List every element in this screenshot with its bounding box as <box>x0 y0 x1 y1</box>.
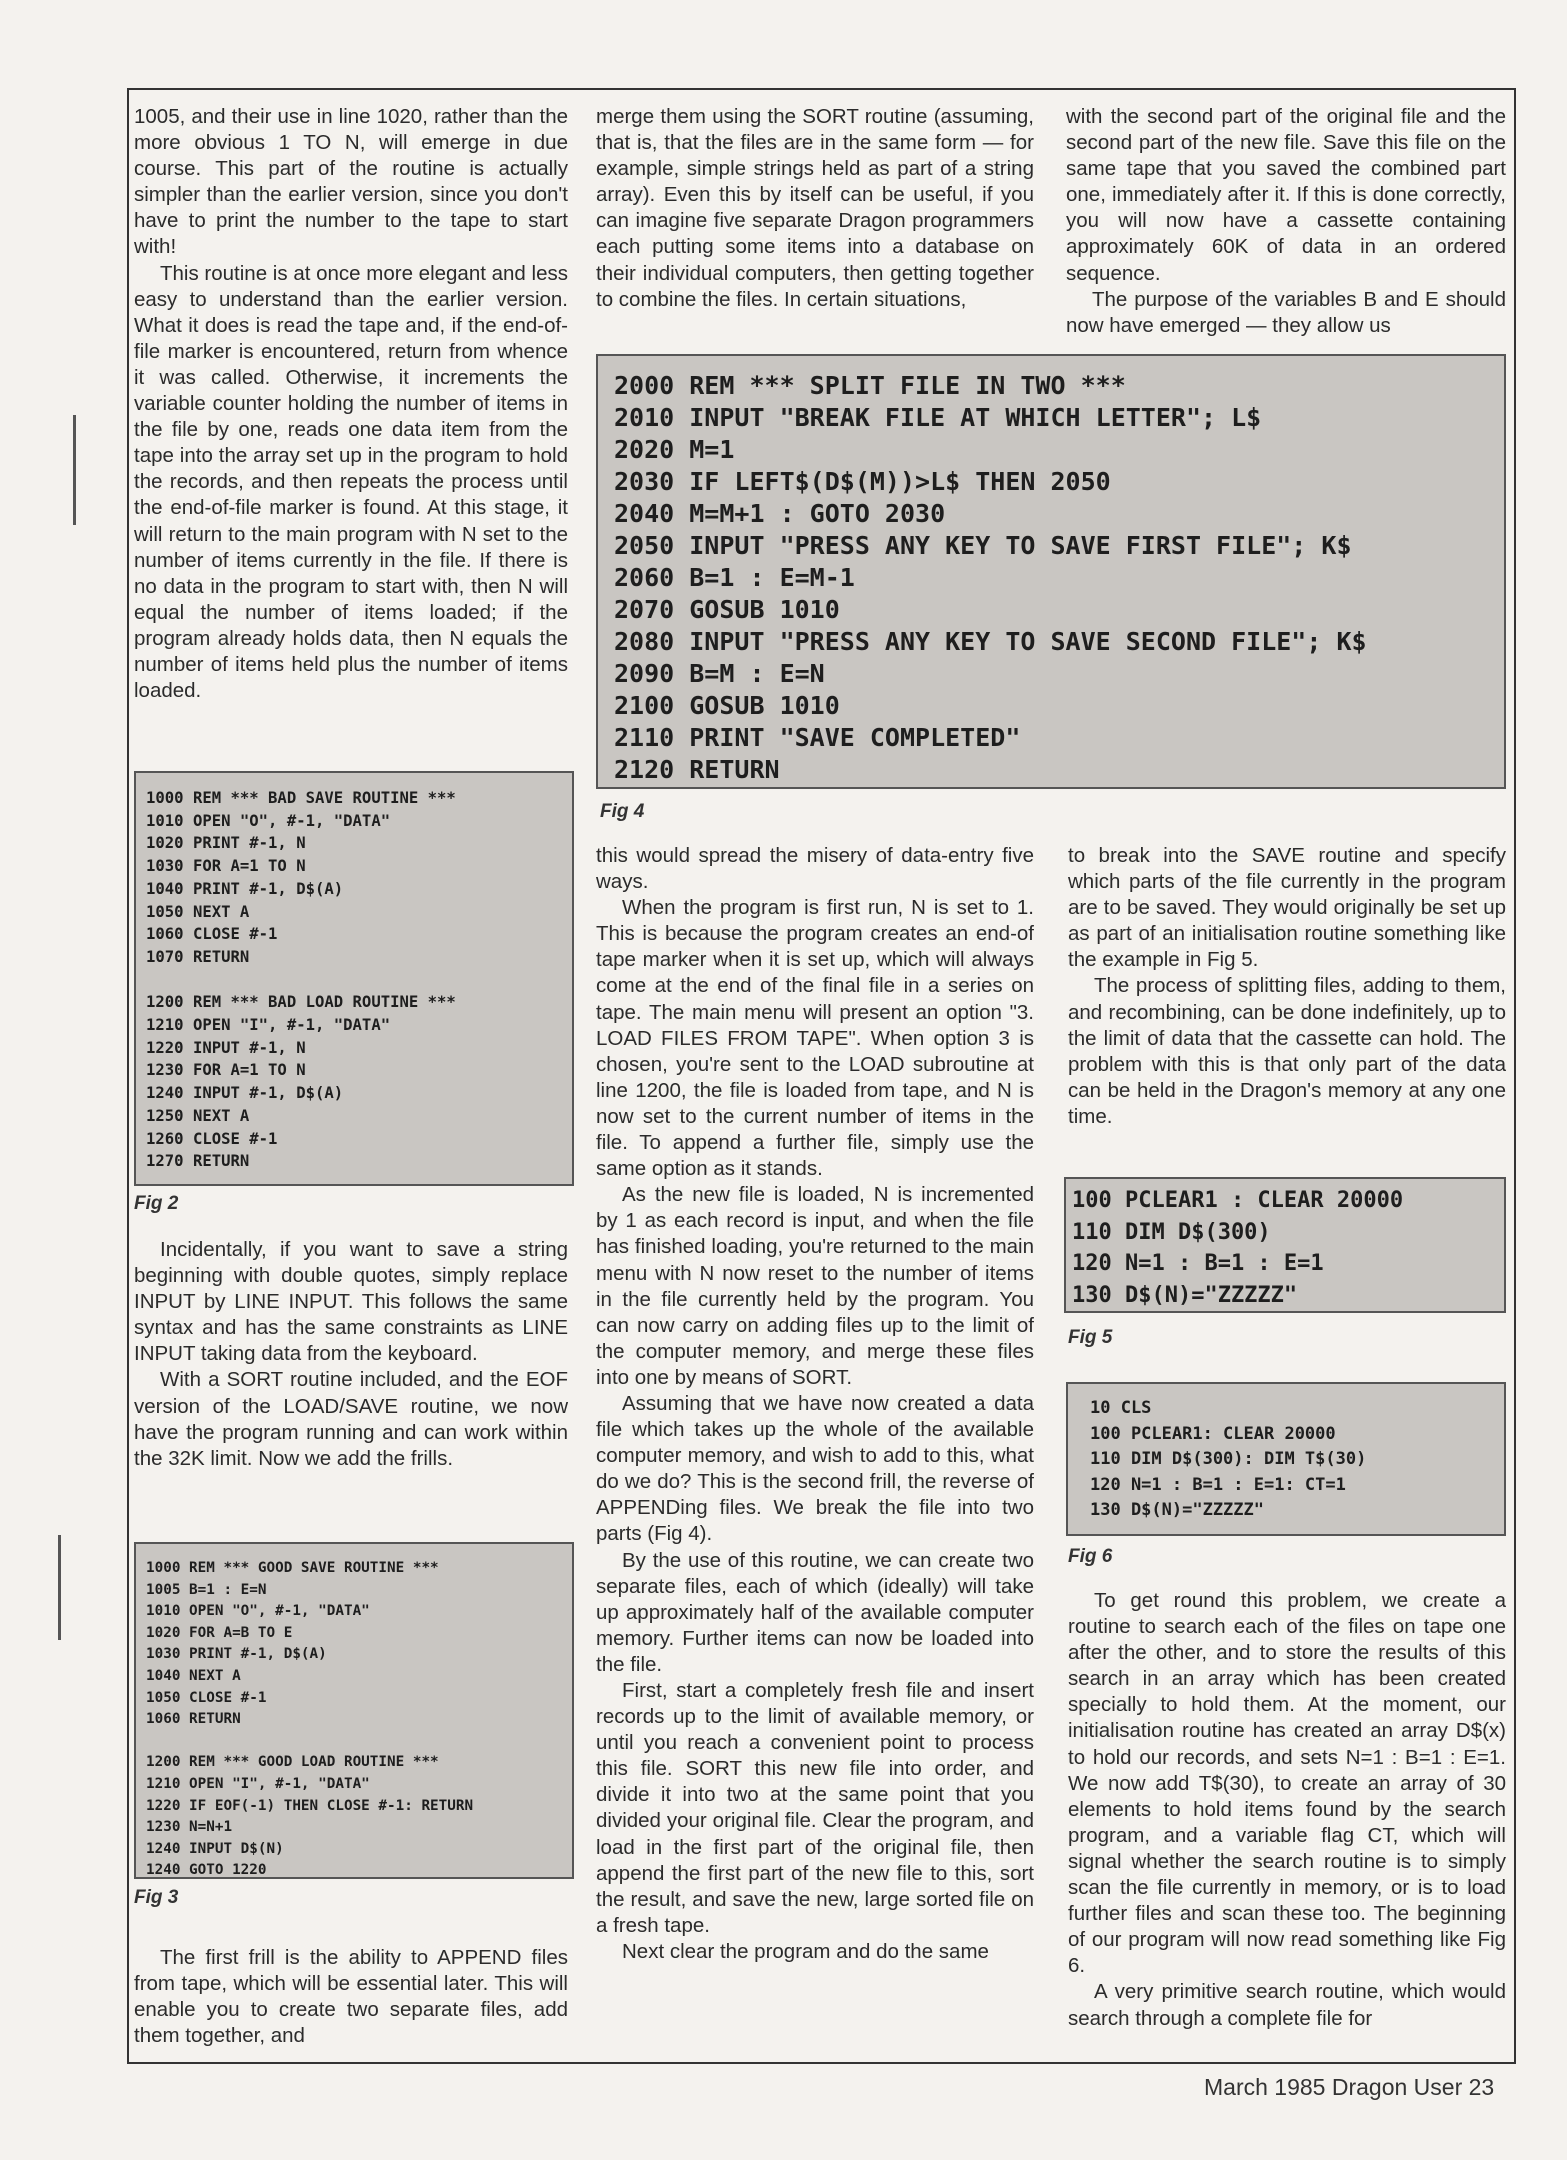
code-line: 1250 NEXT A <box>146 1106 250 1125</box>
code-line: 1010 OPEN "O", #-1, "DATA" <box>146 1603 370 1620</box>
code-line: 130 D$(N)="ZZZZZ" <box>1090 1500 1264 1520</box>
column-3-text <box>1066 104 1506 339</box>
code-line: 1060 RETURN <box>146 1711 241 1728</box>
code-line <box>146 1731 572 1753</box>
code-line: 100 PCLEAR1 : CLEAR 20000 <box>1072 1188 1404 1213</box>
code-line: 110 DIM D$(300): DIM T$(30) <box>1090 1449 1367 1469</box>
code-line: 2060 B=1 : E=M-1 <box>614 563 855 592</box>
fig3-caption: Fig 3 <box>134 1887 179 1908</box>
fig2-caption: Fig 2 <box>134 1193 179 1214</box>
code-line: 1005 B=1 : E=N <box>146 1581 267 1598</box>
fig4-code <box>596 354 1506 789</box>
paragraph: When the program is first run, N is set to 1. This is because the program creates an end-of tape marker when it is set up, which will always come at the end of the final file in a series on tape. The main menu will present an option "3. LOAD FILES FROM TAPE". When option 3 is chosen, you're sent to the LOAD subroutine at line 1200, the file is loaded from tape, and N is now set to the current number of items in the file. To append a further file, simply use the same option as it stands. <box>596 896 1034 1181</box>
code-line: 1240 GOTO 1220 <box>146 1862 267 1879</box>
fig5-caption: Fig 5 <box>1068 1327 1113 1348</box>
paragraph: To get round this problem, we create a routine to search each of the files on tape one after the other, and to store the results of this search in an array which has been created specially to hold them. At the moment, our initialisation routine has created an array D$(x) to hold our records, and sets N=1 : B=1 : E=1. We now add T$(30), to create an array of 30 elements to hold items found by the search program, and a variable flag CT, which will signal whether the search routine is to simply scan the file currently in memory, or is to load further files and scan these too. The beginning of our program will now read something like Fig 6. <box>1068 1589 1506 1978</box>
code-line: 2090 B=M : E=N <box>614 659 825 688</box>
paragraph: 1005, and their use in line 1020, rather than the more obvious 1 TO N, will emerge in due course. This part of the routine is actually simpler than the earlier version, since you don't have to print the number to the tape to start with! <box>134 105 568 259</box>
code-line: 100 PCLEAR1: CLEAR 20000 <box>1090 1423 1336 1444</box>
paragraph: Incidentally, if you want to save a string beginning with double quotes, simply replace INPUT by LINE INPUT. This follows the same syntax and has the same constraints as LINE INPUT taking data from the keyboard. <box>134 1238 568 1366</box>
paragraph: The process of splitting files, adding to them, and recombining, can be done indefinitely, up to the limit of data that the cassette can hold. The problem with this is that only part of the data can be held in the Dragon's memory at any one time. <box>1068 974 1506 1128</box>
code-line: 2100 GOSUB 1010 <box>614 691 840 720</box>
fig6-caption: Fig 6 <box>1068 1546 1113 1567</box>
code-line: 1000 REM *** BAD SAVE ROUTINE *** <box>146 789 456 807</box>
code-line: 2040 M=M+1 : GOTO 2030 <box>614 499 946 528</box>
code-line: 1260 CLOSE #-1 <box>146 1129 278 1148</box>
code-line: 1240 INPUT #-1, D$(A) <box>146 1084 344 1103</box>
code-line: 2010 INPUT "BREAK FILE AT WHICH LETTER"; L$ <box>614 403 1262 432</box>
column-3-text-b <box>1068 843 1506 1130</box>
paragraph: to break into the SAVE routine and specify which parts of the file currently in the program are to be saved. They would originally be set up as part of an initialisation routine something like the example in Fig 5. <box>1068 844 1506 972</box>
code-line: 1050 CLOSE #-1 <box>146 1689 267 1706</box>
code-line: 1210 OPEN "I", #-1, "DATA" <box>146 1016 391 1035</box>
fig5-code <box>1064 1177 1506 1313</box>
paragraph: with the second part of the original file and the second part of the new file. Save this file on the same tape that you saved the combined part one, immediately after it. If this is done correctly, you will now have a cassette containing approximately 60K of data in an ordered sequence. <box>1066 105 1506 285</box>
code-line: 1230 FOR A=1 TO N <box>146 1061 306 1080</box>
code-line: 120 N=1 : B=1 : E=1: CT=1 <box>1090 1474 1346 1495</box>
code-line: 2070 GOSUB 1010 <box>614 595 840 624</box>
code-line: 2020 M=1 <box>614 435 735 464</box>
code-line: 1270 RETURN <box>146 1152 250 1171</box>
paragraph: Next clear the program and do the same <box>622 1939 989 1963</box>
column-1-text <box>134 104 568 704</box>
binding-mark <box>73 415 76 525</box>
column-3-text-c <box>1068 1588 1506 2032</box>
code-line: 120 N=1 : B=1 : E=1 <box>1072 1251 1324 1276</box>
paragraph: A very primitive search routine, which would search through a complete file for <box>1068 1980 1506 2030</box>
paragraph: The first frill is the ability to APPEND files from tape, which will be essential later. This will enable you to create two separate files, add them together, and <box>134 1946 568 2048</box>
code-line <box>146 969 572 992</box>
column-2-text-b <box>596 843 1034 1965</box>
code-line: 1240 INPUT D$(N) <box>146 1840 284 1857</box>
fig4-caption: Fig 4 <box>600 801 645 822</box>
paragraph: By the use of this routine, we can create two separate files, each of which (ideally) will take up approximately half of the available computer memory. Further items can now be loaded into the file. <box>596 1548 1034 1676</box>
paragraph: The purpose of the variables B and E should now have emerged — they allow us <box>1066 287 1506 337</box>
code-line: 2080 INPUT "PRESS ANY KEY TO SAVE SECOND FILE"; K$ <box>614 627 1367 656</box>
code-line: 1200 REM *** BAD LOAD ROUTINE *** <box>146 993 456 1012</box>
code-line: 2030 IF LEFT$(D$(M))>L$ THEN 2050 <box>614 467 1111 496</box>
fig6-code <box>1066 1382 1506 1536</box>
fig2-code <box>134 771 574 1186</box>
code-line: 2120 RETURN <box>614 755 780 784</box>
paragraph: merge them using the SORT routine (assuming, that is, that the files are in the same form — for example, simple strings held as part of a string array). Even this by itself can be useful, if you can imagine five separate Dragon programmers each putting some items into a database on their individual computers, then getting together to combine the files. In certain situations, <box>596 105 1034 311</box>
fig3-code <box>134 1542 574 1879</box>
code-line: 1200 REM *** GOOD LOAD ROUTINE *** <box>146 1754 439 1771</box>
column-1-text-b <box>134 1237 568 1472</box>
code-line: 1030 PRINT #-1, D$(A) <box>146 1646 327 1663</box>
paragraph: As the new file is loaded, N is incremented by 1 as each record is input, and when the file has finished loading, you're returned to the main menu with N now reset to the number of items in the file currently held by the program. You can now carry on adding files up to the limit of the computer memory, and merge these files into one by means of SORT. <box>596 1183 1034 1389</box>
page-footer: March 1985 Dragon User 23 <box>1204 2074 1495 2100</box>
code-line: 1050 NEXT A <box>146 902 250 921</box>
column-1-text-c <box>134 1945 568 2049</box>
code-line: 1040 PRINT #-1, D$(A) <box>146 879 344 898</box>
code-line: 1210 OPEN "I", #-1, "DATA" <box>146 1775 370 1792</box>
code-line: 1060 CLOSE #-1 <box>146 925 278 944</box>
code-line: 10 CLS <box>1090 1398 1152 1418</box>
code-line: 1030 FOR A=1 TO N <box>146 857 306 876</box>
paragraph: First, start a completely fresh file and insert records up to the limit of available memory, or until you reach a convenient point to process this file. SORT this new file into order, and divide it into two at the same point that you divided your original file. Clear the program, and load in the first part of the original file, then append the first part of the new file to this, sort the result, and save the new, large sorted file on a fresh tape. <box>596 1679 1034 1937</box>
paragraph: This routine is at once more elegant and less easy to understand than the earlier version. What it does is read the tape and, if the end-of-file marker is encountered, return from whence it was called. Otherwise, it increments the variable counter holding the number of items in the file by one, reads one data item from the tape into the array set up in the program to hold the records, and then repeats the process until the end-of-file marker is found. At this stage, it will return to the main program with N set to the number of items currently in the file. If there is no data in the program to start with, then N will equal the number of items loaded; if the program already holds data, then N equals the number of items held plus the number of items loaded. <box>134 261 568 703</box>
code-line: 1000 REM *** GOOD SAVE ROUTINE *** <box>146 1560 439 1576</box>
code-line: 110 DIM D$(300) <box>1072 1219 1271 1245</box>
code-line: 1020 FOR A=B TO E <box>146 1624 293 1641</box>
code-line: 1040 NEXT A <box>146 1667 241 1684</box>
column-2-text <box>596 104 1034 313</box>
code-line: 1220 INPUT #-1, N <box>146 1038 306 1057</box>
binding-mark <box>58 1535 61 1640</box>
code-line: 2050 INPUT "PRESS ANY KEY TO SAVE FIRST FILE"; K$ <box>614 531 1352 560</box>
code-line: 1020 PRINT #-1, N <box>146 834 306 853</box>
code-line: 1220 IF EOF(-1) THEN CLOSE #-1: RETURN <box>146 1797 474 1814</box>
paragraph: this would spread the misery of data-entry five ways. <box>596 844 1034 894</box>
code-line: 1230 N=N+1 <box>146 1819 233 1836</box>
code-line: 130 D$(N)="ZZZZZ" <box>1072 1282 1298 1308</box>
code-line: 1070 RETURN <box>146 947 250 966</box>
code-line: 1010 OPEN "O", #-1, "DATA" <box>146 811 391 830</box>
code-line: 2110 PRINT "SAVE COMPLETED" <box>614 723 1021 752</box>
paragraph: With a SORT routine included, and the EOF version of the LOAD/SAVE routine, we now have the program running and can work within the 32K limit. Now we add the frills. <box>134 1368 568 1470</box>
code-line: 2000 REM *** SPLIT FILE IN TWO *** <box>614 371 1126 400</box>
paragraph: Assuming that we have now created a data file which takes up the whole of the available computer memory, and wish to add to this, what do we do? This is the second frill, the reverse of APPENDing files. We break the file into two parts (Fig 4). <box>596 1391 1034 1546</box>
